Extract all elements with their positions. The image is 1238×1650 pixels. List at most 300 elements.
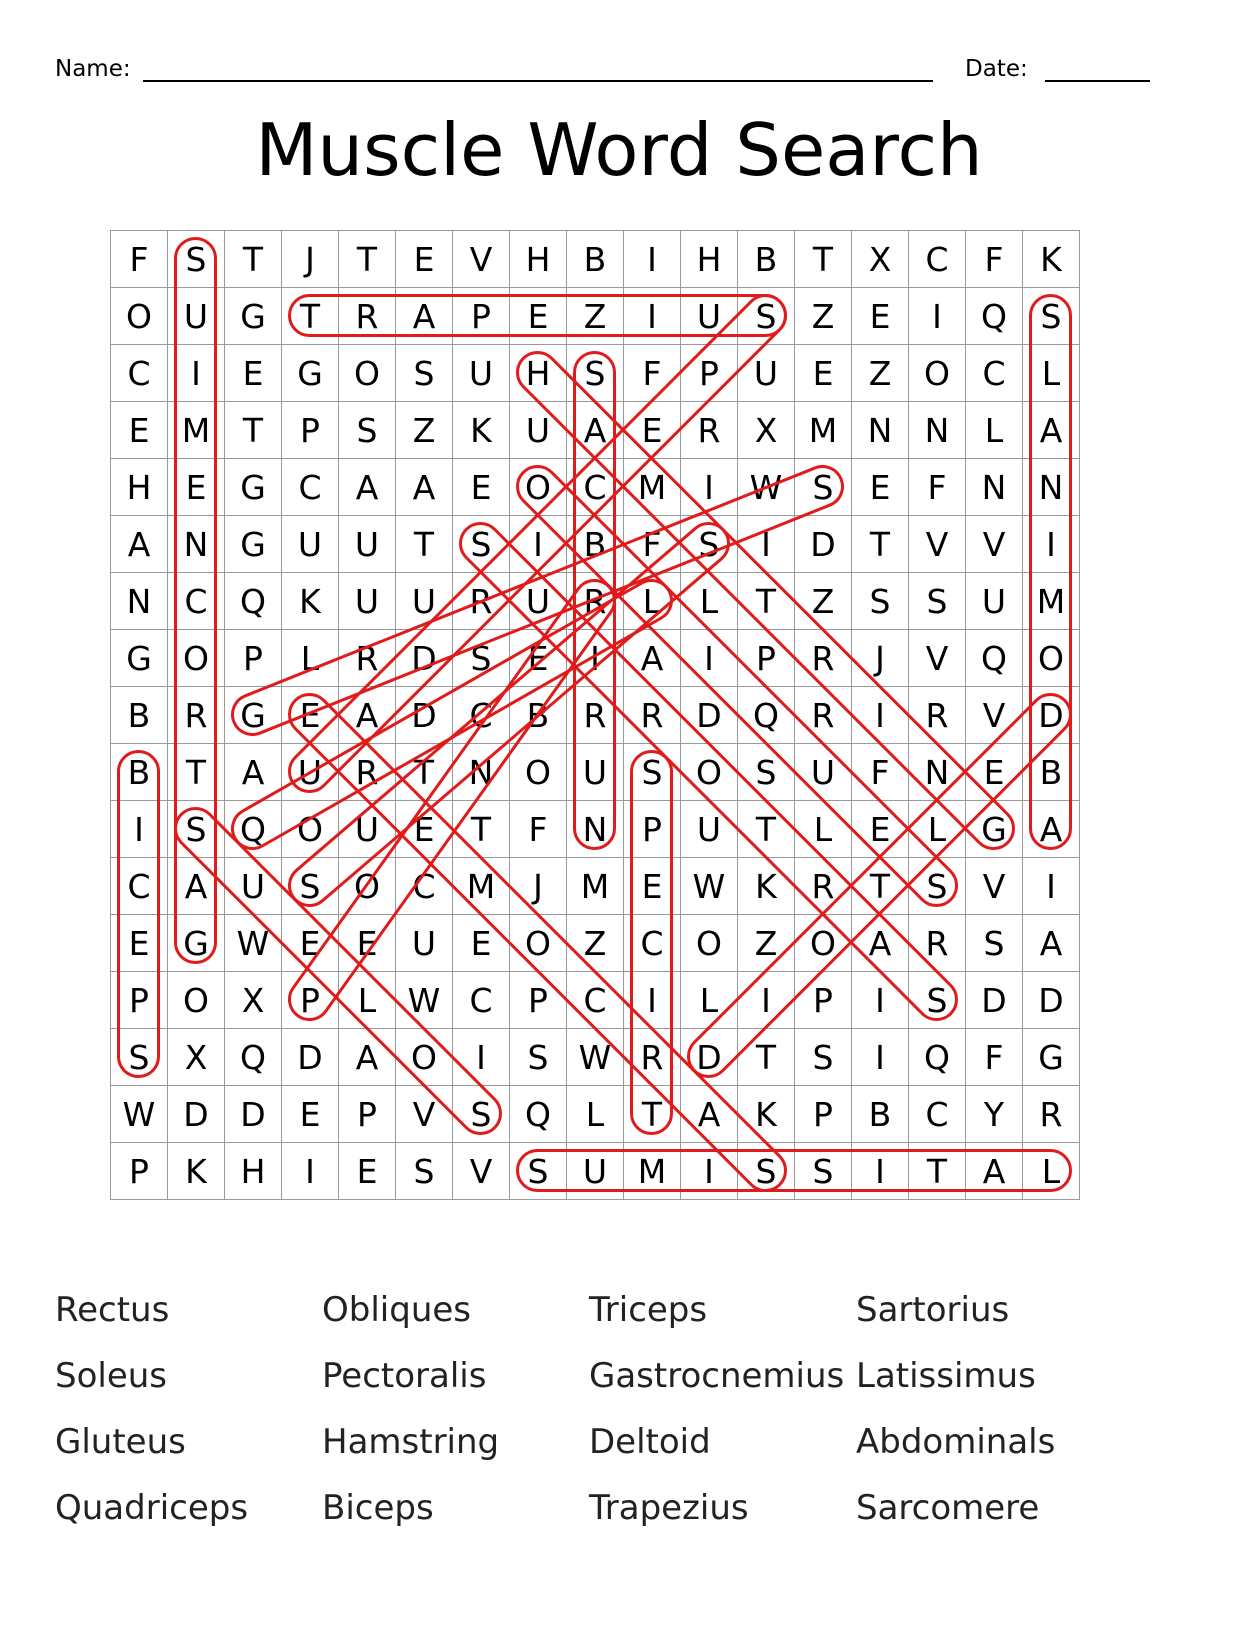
grid-cell[interactable]: C <box>453 687 510 744</box>
grid-cell[interactable]: B <box>738 231 795 288</box>
grid-cell[interactable]: I <box>453 1029 510 1086</box>
grid-row <box>111 1086 1080 1143</box>
grid-cell[interactable]: N <box>453 744 510 801</box>
grid-cell[interactable]: S <box>909 573 966 630</box>
grid-cell[interactable]: I <box>852 1143 909 1200</box>
grid-cell[interactable]: A <box>1023 915 1080 972</box>
grid-cell[interactable]: J <box>510 858 567 915</box>
grid-cell[interactable]: I <box>510 516 567 573</box>
grid-cell[interactable]: S <box>396 345 453 402</box>
grid-cell[interactable]: I <box>681 1143 738 1200</box>
grid-cell[interactable]: E <box>339 1143 396 1200</box>
grid-cell[interactable]: S <box>738 1143 795 1200</box>
grid-cell[interactable]: N <box>111 573 168 630</box>
grid-cell[interactable]: E <box>111 915 168 972</box>
grid-cell[interactable]: S <box>168 231 225 288</box>
grid-cell[interactable]: P <box>795 972 852 1029</box>
grid-cell[interactable]: P <box>624 801 681 858</box>
grid-cell[interactable]: F <box>966 231 1023 288</box>
grid-cell[interactable]: P <box>111 1143 168 1200</box>
grid-cell[interactable]: I <box>624 288 681 345</box>
grid-cell[interactable]: R <box>909 687 966 744</box>
grid-cell[interactable]: H <box>510 231 567 288</box>
grid-cell[interactable]: P <box>282 402 339 459</box>
grid-cell[interactable]: B <box>510 687 567 744</box>
grid-cell[interactable]: W <box>738 459 795 516</box>
grid-cell[interactable]: P <box>738 630 795 687</box>
grid-cell[interactable]: M <box>624 1143 681 1200</box>
grid-cell[interactable]: U <box>339 516 396 573</box>
grid-cell[interactable]: A <box>624 630 681 687</box>
grid-cell[interactable]: U <box>339 573 396 630</box>
grid-cell[interactable]: A <box>1023 402 1080 459</box>
grid-cell[interactable]: D <box>282 1029 339 1086</box>
grid-cell[interactable]: T <box>795 231 852 288</box>
grid-cell[interactable]: R <box>339 630 396 687</box>
grid-cell[interactable]: W <box>396 972 453 1029</box>
grid-cell[interactable]: L <box>282 630 339 687</box>
grid-cell[interactable]: Q <box>225 1029 282 1086</box>
grid-cell[interactable]: B <box>852 1086 909 1143</box>
grid-cell[interactable]: K <box>453 402 510 459</box>
grid-cell[interactable]: R <box>795 630 852 687</box>
grid-cell[interactable]: A <box>567 402 624 459</box>
grid-cell[interactable]: M <box>453 858 510 915</box>
grid-cell[interactable]: E <box>510 288 567 345</box>
grid-cell[interactable]: W <box>225 915 282 972</box>
grid-cell[interactable]: T <box>738 573 795 630</box>
grid-cell[interactable]: Z <box>396 402 453 459</box>
grid-cell[interactable]: H <box>225 1143 282 1200</box>
grid-cell[interactable]: U <box>225 858 282 915</box>
grid-cell[interactable]: X <box>168 1029 225 1086</box>
grid-cell[interactable]: I <box>852 972 909 1029</box>
grid-cell[interactable]: P <box>453 288 510 345</box>
grid-cell[interactable]: O <box>339 858 396 915</box>
grid-cell[interactable]: Z <box>795 288 852 345</box>
grid-cell[interactable]: U <box>453 345 510 402</box>
grid-cell[interactable]: Q <box>966 288 1023 345</box>
grid-cell[interactable]: C <box>111 345 168 402</box>
grid-cell[interactable]: S <box>909 858 966 915</box>
grid-cell[interactable]: G <box>1023 1029 1080 1086</box>
grid-cell[interactable]: I <box>681 630 738 687</box>
grid-cell[interactable]: H <box>111 459 168 516</box>
grid-cell[interactable]: G <box>225 459 282 516</box>
grid-cell[interactable]: U <box>738 345 795 402</box>
grid-cell[interactable]: V <box>966 687 1023 744</box>
grid-cell[interactable]: T <box>453 801 510 858</box>
grid-cell[interactable]: S <box>795 459 852 516</box>
grid-cell[interactable]: D <box>681 1029 738 1086</box>
grid-cell[interactable]: E <box>282 915 339 972</box>
grid-cell[interactable]: U <box>966 573 1023 630</box>
grid-cell[interactable]: I <box>282 1143 339 1200</box>
grid-cell[interactable]: L <box>339 972 396 1029</box>
grid-cell[interactable]: U <box>282 516 339 573</box>
grid-cell[interactable]: S <box>567 345 624 402</box>
grid-cell[interactable]: I <box>852 687 909 744</box>
grid-cell[interactable]: R <box>339 288 396 345</box>
grid-cell[interactable]: I <box>1023 516 1080 573</box>
grid-cell[interactable]: R <box>453 573 510 630</box>
grid-cell[interactable]: R <box>624 687 681 744</box>
grid-cell[interactable]: J <box>282 231 339 288</box>
word-list-item: Gluteus <box>55 1422 186 1462</box>
grid-cell[interactable]: A <box>339 459 396 516</box>
grid-cell[interactable]: W <box>681 858 738 915</box>
grid-cell[interactable]: K <box>168 1143 225 1200</box>
name-label: Name: <box>55 56 131 82</box>
grid-cell[interactable]: S <box>396 1143 453 1200</box>
grid-cell[interactable]: C <box>567 459 624 516</box>
grid-cell[interactable]: G <box>282 345 339 402</box>
grid-cell[interactable]: I <box>1023 858 1080 915</box>
grid-cell[interactable]: Q <box>225 573 282 630</box>
grid-cell[interactable]: C <box>168 573 225 630</box>
grid-cell[interactable]: F <box>624 345 681 402</box>
grid-cell[interactable]: G <box>111 630 168 687</box>
grid-cell[interactable]: L <box>795 801 852 858</box>
grid-cell[interactable]: N <box>966 459 1023 516</box>
grid-cell[interactable]: U <box>339 801 396 858</box>
grid-cell[interactable]: E <box>339 915 396 972</box>
grid-cell[interactable]: U <box>396 573 453 630</box>
grid-cell[interactable]: N <box>909 744 966 801</box>
grid-cell[interactable]: S <box>795 1029 852 1086</box>
grid-cell[interactable]: O <box>339 345 396 402</box>
grid-cell[interactable]: T <box>852 858 909 915</box>
grid-cell[interactable]: I <box>738 972 795 1029</box>
grid-cell[interactable]: F <box>510 801 567 858</box>
grid-cell[interactable]: D <box>396 630 453 687</box>
grid-cell[interactable]: O <box>510 744 567 801</box>
grid-cell[interactable]: Q <box>738 687 795 744</box>
grid-cell[interactable]: T <box>225 231 282 288</box>
grid-cell[interactable]: V <box>909 516 966 573</box>
grid-cell[interactable]: S <box>966 915 1023 972</box>
grid-cell[interactable]: S <box>168 801 225 858</box>
grid-row <box>111 231 1080 288</box>
grid-cell[interactable]: D <box>795 516 852 573</box>
grid-cell[interactable]: S <box>453 516 510 573</box>
word-list-item: Soleus <box>55 1356 168 1396</box>
grid-cell[interactable]: A <box>339 1029 396 1086</box>
grid-cell[interactable]: O <box>111 288 168 345</box>
grid-cell[interactable]: N <box>168 516 225 573</box>
grid-cell[interactable]: O <box>510 459 567 516</box>
grid-cell[interactable]: O <box>282 801 339 858</box>
grid-cell[interactable]: P <box>225 630 282 687</box>
grid-cell[interactable]: C <box>909 1086 966 1143</box>
grid-cell[interactable]: V <box>909 630 966 687</box>
grid-cell[interactable]: E <box>282 687 339 744</box>
grid-cell[interactable]: K <box>282 573 339 630</box>
grid-cell[interactable]: S <box>453 630 510 687</box>
grid-cell[interactable]: R <box>567 573 624 630</box>
grid-cell[interactable]: E <box>624 858 681 915</box>
grid-cell[interactable]: I <box>738 516 795 573</box>
grid-cell[interactable]: E <box>282 1086 339 1143</box>
grid-cell[interactable]: D <box>681 687 738 744</box>
grid-cell[interactable]: P <box>111 972 168 1029</box>
grid-cell[interactable]: R <box>567 687 624 744</box>
grid-cell[interactable]: B <box>567 231 624 288</box>
grid-cell[interactable]: A <box>339 687 396 744</box>
grid-row <box>111 402 1080 459</box>
grid-cell[interactable]: E <box>396 801 453 858</box>
grid-cell[interactable]: U <box>510 573 567 630</box>
grid-cell[interactable]: E <box>111 402 168 459</box>
grid-cell[interactable]: O <box>396 1029 453 1086</box>
grid-cell[interactable]: B <box>567 516 624 573</box>
grid-cell[interactable]: V <box>453 231 510 288</box>
grid-cell[interactable]: S <box>738 744 795 801</box>
grid-cell[interactable]: C <box>282 459 339 516</box>
grid-cell[interactable]: V <box>966 858 1023 915</box>
grid-cell[interactable]: Z <box>795 573 852 630</box>
word-list-item: Pectoralis <box>322 1356 487 1396</box>
grid-cell[interactable]: T <box>225 402 282 459</box>
grid-cell[interactable]: M <box>795 402 852 459</box>
grid-cell[interactable]: T <box>738 1029 795 1086</box>
grid-cell[interactable]: X <box>852 231 909 288</box>
grid-cell[interactable]: D <box>966 972 1023 1029</box>
grid-cell[interactable]: T <box>168 744 225 801</box>
grid-cell[interactable]: M <box>624 459 681 516</box>
grid-cell[interactable]: T <box>339 231 396 288</box>
grid-cell[interactable]: A <box>111 516 168 573</box>
grid-cell[interactable]: L <box>1023 345 1080 402</box>
grid-row <box>111 516 1080 573</box>
grid-cell[interactable]: F <box>966 1029 1023 1086</box>
grid-cell[interactable]: E <box>795 345 852 402</box>
grid-cell[interactable]: R <box>795 687 852 744</box>
grid-cell[interactable]: V <box>966 516 1023 573</box>
grid-cell[interactable]: S <box>1023 288 1080 345</box>
grid-cell[interactable]: U <box>396 915 453 972</box>
grid-cell[interactable]: S <box>909 972 966 1029</box>
grid-cell[interactable]: I <box>111 801 168 858</box>
grid-cell[interactable]: S <box>339 402 396 459</box>
grid-cell[interactable]: V <box>453 1143 510 1200</box>
grid-cell[interactable]: R <box>168 687 225 744</box>
grid-cell[interactable]: D <box>225 1086 282 1143</box>
grid-cell[interactable]: Q <box>510 1086 567 1143</box>
grid-cell[interactable]: Z <box>738 915 795 972</box>
grid-cell[interactable]: I <box>624 231 681 288</box>
grid-cell[interactable]: A <box>852 915 909 972</box>
grid-cell[interactable]: D <box>1023 972 1080 1029</box>
grid-cell[interactable]: N <box>852 402 909 459</box>
grid-cell[interactable]: T <box>852 516 909 573</box>
grid-cell[interactable]: H <box>681 231 738 288</box>
grid-cell[interactable]: K <box>738 1086 795 1143</box>
grid-cell[interactable]: Z <box>567 915 624 972</box>
grid-cell[interactable]: K <box>1023 231 1080 288</box>
grid-cell[interactable]: E <box>453 459 510 516</box>
grid-cell[interactable]: A <box>966 1143 1023 1200</box>
grid-cell[interactable]: E <box>966 744 1023 801</box>
grid-cell[interactable]: O <box>168 972 225 1029</box>
grid-cell[interactable]: A <box>168 858 225 915</box>
grid-cell[interactable]: E <box>852 459 909 516</box>
grid-cell[interactable]: S <box>852 573 909 630</box>
grid-cell[interactable]: U <box>795 744 852 801</box>
grid-cell[interactable]: C <box>909 231 966 288</box>
grid-cell[interactable]: T <box>396 516 453 573</box>
grid-cell[interactable]: L <box>681 573 738 630</box>
grid-cell[interactable]: P <box>510 972 567 1029</box>
grid-cell[interactable]: G <box>225 516 282 573</box>
grid-cell[interactable]: C <box>966 345 1023 402</box>
grid-cell[interactable]: Q <box>225 801 282 858</box>
grid-cell[interactable]: S <box>681 516 738 573</box>
grid-cell[interactable]: U <box>681 288 738 345</box>
grid-cell[interactable]: O <box>510 915 567 972</box>
grid-cell[interactable]: O <box>681 915 738 972</box>
grid-cell[interactable]: M <box>168 402 225 459</box>
grid-cell[interactable]: K <box>738 858 795 915</box>
grid-cell[interactable]: M <box>567 858 624 915</box>
grid-cell[interactable]: S <box>624 744 681 801</box>
grid-cell[interactable]: R <box>624 1029 681 1086</box>
grid-cell[interactable]: A <box>1023 801 1080 858</box>
grid-cell[interactable]: B <box>1023 744 1080 801</box>
grid-cell[interactable]: G <box>966 801 1023 858</box>
grid-cell[interactable]: U <box>681 801 738 858</box>
grid-cell[interactable]: C <box>396 858 453 915</box>
grid-cell[interactable]: S <box>282 858 339 915</box>
grid-cell[interactable]: C <box>567 972 624 1029</box>
grid-cell[interactable]: I <box>567 630 624 687</box>
grid-cell[interactable]: R <box>339 744 396 801</box>
grid-cell[interactable]: L <box>624 573 681 630</box>
grid-cell[interactable]: R <box>795 858 852 915</box>
grid-cell[interactable]: T <box>282 288 339 345</box>
grid-cell[interactable]: N <box>1023 459 1080 516</box>
grid-cell[interactable]: E <box>168 459 225 516</box>
grid-cell[interactable]: D <box>396 687 453 744</box>
grid-cell[interactable]: C <box>624 915 681 972</box>
grid-cell[interactable]: I <box>624 972 681 1029</box>
grid-cell[interactable]: S <box>453 1086 510 1143</box>
grid-cell[interactable]: I <box>852 1029 909 1086</box>
grid-cell[interactable]: E <box>852 288 909 345</box>
grid-cell[interactable]: L <box>966 402 1023 459</box>
grid-cell[interactable]: P <box>339 1086 396 1143</box>
grid-cell[interactable]: N <box>909 402 966 459</box>
grid-cell[interactable]: S <box>738 288 795 345</box>
grid-cell[interactable]: W <box>111 1086 168 1143</box>
grid-cell[interactable]: F <box>624 516 681 573</box>
grid-cell[interactable]: E <box>225 345 282 402</box>
grid-cell[interactable]: J <box>852 630 909 687</box>
grid-cell[interactable]: L <box>681 972 738 1029</box>
grid-cell[interactable]: O <box>909 345 966 402</box>
grid-cell[interactable]: C <box>453 972 510 1029</box>
grid-cell[interactable]: R <box>1023 1086 1080 1143</box>
grid-cell[interactable]: P <box>681 345 738 402</box>
grid-cell[interactable]: B <box>111 744 168 801</box>
grid-cell[interactable]: Z <box>852 345 909 402</box>
grid-cell[interactable]: S <box>510 1143 567 1200</box>
grid-cell[interactable]: R <box>681 402 738 459</box>
grid-cell[interactable]: T <box>396 744 453 801</box>
grid-cell[interactable]: O <box>795 915 852 972</box>
grid-cell[interactable]: M <box>1023 573 1080 630</box>
grid-cell[interactable]: F <box>909 459 966 516</box>
grid-cell[interactable]: D <box>168 1086 225 1143</box>
grid-cell[interactable]: F <box>852 744 909 801</box>
grid-cell[interactable]: T <box>909 1143 966 1200</box>
grid-cell[interactable]: S <box>111 1029 168 1086</box>
grid-cell[interactable]: X <box>225 972 282 1029</box>
grid-cell[interactable]: L <box>909 801 966 858</box>
grid-cell[interactable]: S <box>795 1143 852 1200</box>
grid-cell[interactable]: E <box>510 630 567 687</box>
grid-cell[interactable]: U <box>282 744 339 801</box>
grid-cell[interactable]: L <box>567 1086 624 1143</box>
grid-cell[interactable]: I <box>909 288 966 345</box>
grid-cell[interactable]: I <box>681 459 738 516</box>
grid-cell[interactable]: Z <box>567 288 624 345</box>
grid-cell[interactable]: L <box>1023 1143 1080 1200</box>
grid-cell[interactable]: W <box>567 1029 624 1086</box>
grid-cell[interactable]: O <box>168 630 225 687</box>
grid-cell[interactable]: U <box>510 402 567 459</box>
grid-cell[interactable]: P <box>282 972 339 1029</box>
grid-cell[interactable]: U <box>168 288 225 345</box>
name-line[interactable] <box>143 80 933 82</box>
grid-cell[interactable]: Q <box>966 630 1023 687</box>
grid-cell[interactable]: T <box>624 1086 681 1143</box>
grid-cell[interactable]: A <box>396 459 453 516</box>
grid-cell[interactable]: H <box>510 345 567 402</box>
grid-cell[interactable]: B <box>111 687 168 744</box>
grid-cell[interactable]: A <box>681 1086 738 1143</box>
grid-cell[interactable]: E <box>396 231 453 288</box>
grid-cell[interactable]: S <box>510 1029 567 1086</box>
grid-cell[interactable]: F <box>111 231 168 288</box>
grid-cell[interactable]: A <box>225 744 282 801</box>
grid-cell[interactable]: P <box>795 1086 852 1143</box>
grid-cell[interactable]: V <box>396 1086 453 1143</box>
grid-cell[interactable]: T <box>738 801 795 858</box>
grid-cell[interactable]: Q <box>909 1029 966 1086</box>
grid-cell[interactable]: O <box>681 744 738 801</box>
grid-cell[interactable]: G <box>225 288 282 345</box>
grid-row <box>111 972 1080 1029</box>
grid-cell[interactable]: U <box>567 744 624 801</box>
grid-cell[interactable]: O <box>1023 630 1080 687</box>
grid-cell[interactable]: D <box>1023 687 1080 744</box>
grid-cell[interactable]: X <box>738 402 795 459</box>
grid-cell[interactable]: G <box>225 687 282 744</box>
grid-cell[interactable]: E <box>624 402 681 459</box>
grid-cell[interactable]: E <box>453 915 510 972</box>
grid-cell[interactable]: U <box>567 1143 624 1200</box>
date-line[interactable] <box>1045 80 1150 82</box>
grid-cell[interactable]: E <box>852 801 909 858</box>
grid-cell[interactable]: N <box>567 801 624 858</box>
grid-cell[interactable]: C <box>111 858 168 915</box>
grid-cell[interactable]: G <box>168 915 225 972</box>
grid-cell[interactable]: R <box>909 915 966 972</box>
grid-cell[interactable]: I <box>168 345 225 402</box>
grid-cell[interactable]: Y <box>966 1086 1023 1143</box>
grid-cell[interactable]: A <box>396 288 453 345</box>
